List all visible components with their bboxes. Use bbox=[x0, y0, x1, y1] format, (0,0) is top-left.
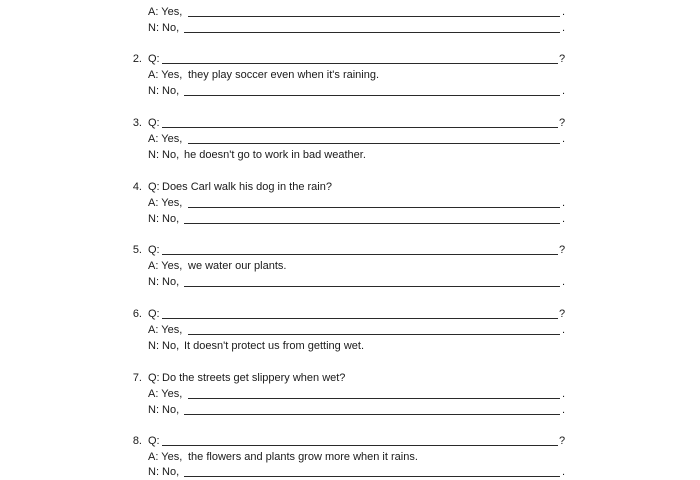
question-end: ? bbox=[559, 244, 566, 256]
question-line-2 bbox=[0, 51, 700, 67]
answer-no-text: he doesn't go to work in bad weather. bbox=[184, 149, 366, 161]
answer-yes-prefix: A: Yes, bbox=[148, 133, 183, 145]
question-blank[interactable] bbox=[162, 63, 558, 64]
answer-yes-prefix: A: Yes, bbox=[148, 324, 183, 336]
answer-yes-line-1 bbox=[0, 4, 700, 20]
answer-yes-line-4 bbox=[0, 195, 700, 211]
answer-no-blank[interactable] bbox=[184, 414, 560, 415]
answer-yes-blank[interactable] bbox=[188, 207, 560, 208]
question-line-6 bbox=[0, 306, 700, 322]
answer-no-blank[interactable] bbox=[184, 32, 560, 33]
answer-yes-end: . bbox=[562, 324, 566, 336]
answer-yes-text: they play soccer even when it's raining. bbox=[188, 69, 380, 81]
answer-no-end: . bbox=[562, 22, 566, 34]
question-number: 2. bbox=[132, 53, 142, 65]
question-prefix: Q: bbox=[148, 53, 160, 65]
question-line-7 bbox=[0, 370, 700, 386]
answer-no-end: . bbox=[562, 404, 566, 416]
answer-yes-line-6 bbox=[0, 322, 700, 338]
answer-no-line-7 bbox=[0, 402, 700, 418]
answer-no-line-6 bbox=[0, 338, 700, 354]
question-line-4 bbox=[0, 179, 700, 195]
question-number: 5. bbox=[132, 244, 142, 256]
answer-no-blank[interactable] bbox=[184, 95, 560, 96]
answer-yes-blank[interactable] bbox=[188, 398, 560, 399]
question-number: 8. bbox=[132, 435, 142, 447]
question-text: Does Carl walk his dog in the rain? bbox=[162, 181, 332, 193]
answer-yes-blank[interactable] bbox=[188, 16, 560, 17]
answer-yes-prefix: A: Yes, bbox=[148, 197, 183, 209]
question-prefix: Q: bbox=[148, 117, 160, 129]
answer-yes-blank[interactable] bbox=[188, 334, 560, 335]
question-prefix: Q: bbox=[148, 308, 160, 320]
answer-yes-end: . bbox=[562, 133, 566, 145]
question-line-8 bbox=[0, 433, 700, 449]
answer-no-prefix: N: No, bbox=[148, 85, 180, 97]
question-end: ? bbox=[559, 117, 566, 129]
answer-no-line-1 bbox=[0, 20, 700, 36]
question-number: 6. bbox=[132, 308, 142, 320]
answer-no-line-4 bbox=[0, 211, 700, 227]
answer-yes-line-7 bbox=[0, 386, 700, 402]
question-end: ? bbox=[559, 308, 566, 320]
answer-yes-line-5 bbox=[0, 258, 700, 274]
answer-yes-line-2 bbox=[0, 67, 700, 83]
answer-no-line-2 bbox=[0, 83, 700, 99]
answer-yes-text: the flowers and plants grow more when it rains. bbox=[188, 451, 418, 463]
answer-no-line-5 bbox=[0, 274, 700, 290]
answer-no-prefix: N: No, bbox=[148, 149, 180, 161]
question-number: 3. bbox=[132, 117, 142, 129]
answer-yes-prefix: A: Yes, bbox=[148, 6, 183, 18]
answer-no-end: . bbox=[562, 276, 566, 288]
answer-no-prefix: N: No, bbox=[148, 404, 180, 416]
question-blank[interactable] bbox=[162, 318, 558, 319]
answer-no-blank[interactable] bbox=[184, 476, 560, 477]
question-prefix: Q: bbox=[148, 435, 160, 447]
question-blank[interactable] bbox=[162, 254, 558, 255]
answer-yes-prefix: A: Yes, bbox=[148, 69, 183, 81]
question-line-5 bbox=[0, 242, 700, 258]
answer-no-prefix: N: No, bbox=[148, 213, 180, 225]
answer-no-line-3 bbox=[0, 147, 700, 163]
answer-yes-prefix: A: Yes, bbox=[148, 388, 183, 400]
question-text: Do the streets get slippery when wet? bbox=[162, 372, 346, 384]
answer-yes-line-3 bbox=[0, 131, 700, 147]
answer-yes-line-8 bbox=[0, 449, 700, 465]
question-blank[interactable] bbox=[162, 127, 558, 128]
answer-no-end: . bbox=[562, 466, 566, 478]
question-end: ? bbox=[559, 435, 566, 447]
answer-no-text: It doesn't protect us from getting wet. bbox=[184, 340, 365, 352]
answer-yes-prefix: A: Yes, bbox=[148, 451, 183, 463]
answer-no-prefix: N: No, bbox=[148, 340, 180, 352]
answer-yes-blank[interactable] bbox=[188, 143, 560, 144]
question-line-3 bbox=[0, 115, 700, 131]
question-number: 4. bbox=[132, 181, 142, 193]
question-end: ? bbox=[559, 53, 566, 65]
question-blank[interactable] bbox=[162, 445, 558, 446]
answer-no-prefix: N: No, bbox=[148, 276, 180, 288]
answer-yes-prefix: A: Yes, bbox=[148, 260, 183, 272]
answer-no-blank[interactable] bbox=[184, 286, 560, 287]
question-prefix: Q: bbox=[148, 181, 160, 193]
answer-yes-end: . bbox=[562, 6, 566, 18]
answer-yes-end: . bbox=[562, 197, 566, 209]
answer-no-blank[interactable] bbox=[184, 223, 560, 224]
answer-no-prefix: N: No, bbox=[148, 22, 180, 34]
answer-no-prefix: N: No, bbox=[148, 466, 180, 478]
answer-yes-end: . bbox=[562, 388, 566, 400]
question-prefix: Q: bbox=[148, 244, 160, 256]
question-number: 7. bbox=[132, 372, 142, 384]
question-prefix: Q: bbox=[148, 372, 160, 384]
answer-no-end: . bbox=[562, 213, 566, 225]
answer-no-end: . bbox=[562, 85, 566, 97]
answer-no-line-8 bbox=[0, 464, 700, 480]
answer-yes-text: we water our plants. bbox=[188, 260, 287, 272]
